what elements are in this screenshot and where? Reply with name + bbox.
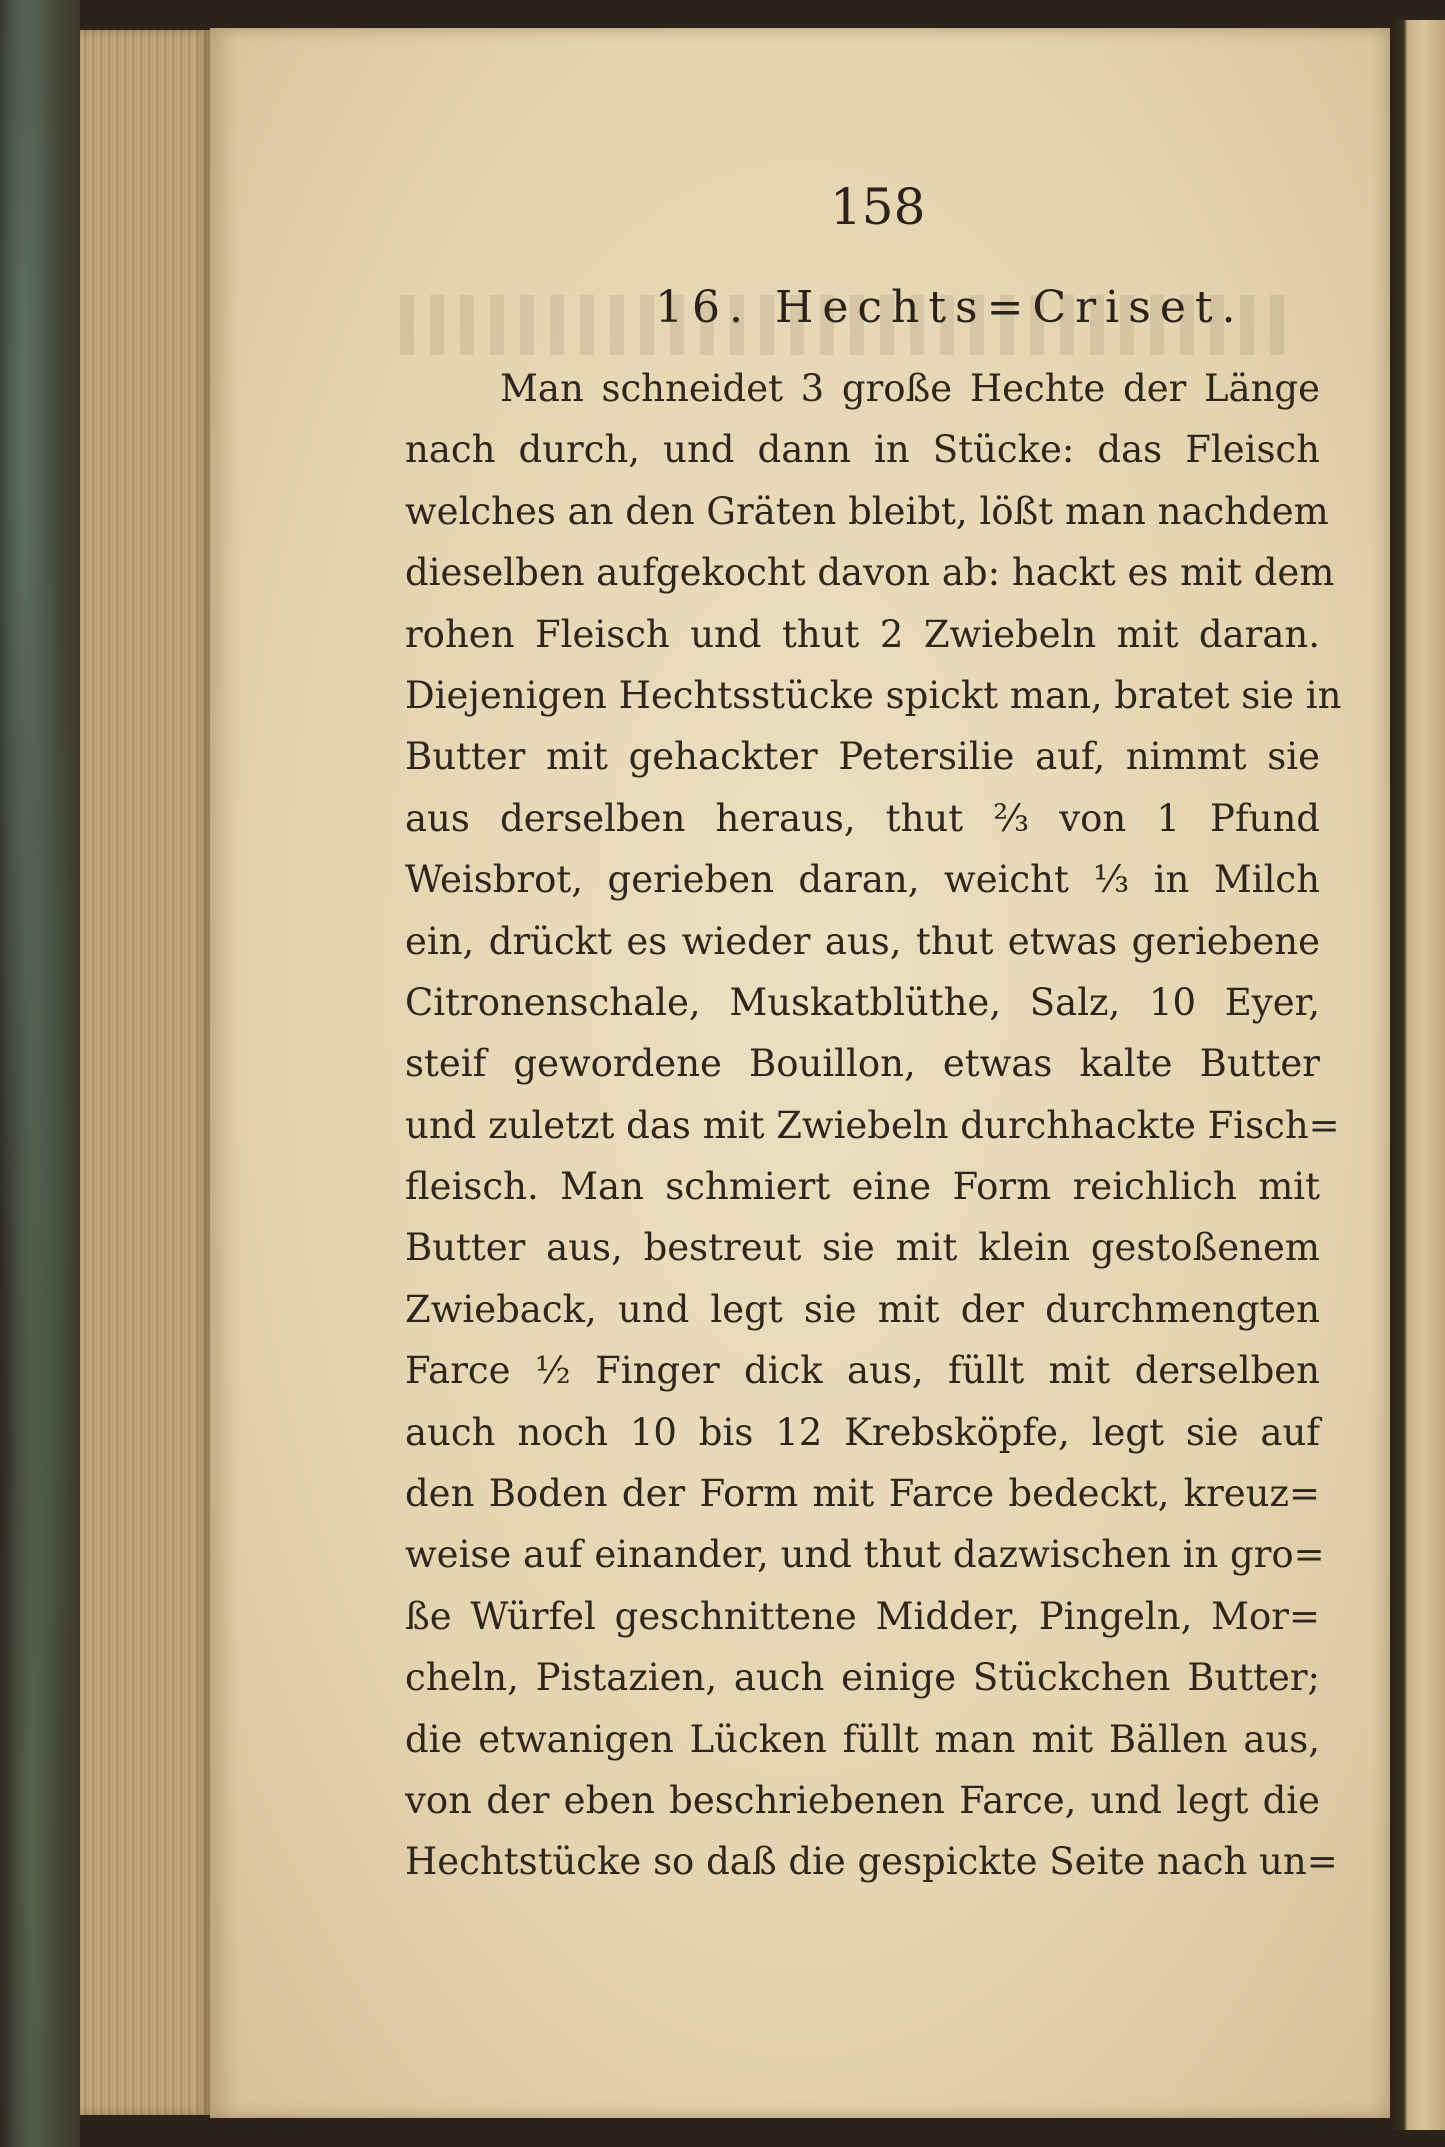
- text-line: und zuletzt das mit Zwiebeln durchhackte Fisch=: [405, 1103, 1340, 1147]
- text-line: aus derselben heraus, thut ⅔ von 1 Pfund: [405, 796, 1320, 840]
- text-line: Citronenschale, Muskatblüthe, Salz, 10 Eyer,: [405, 980, 1320, 1024]
- text-line: dieselben aufgekocht davon ab: hackt es mit dem: [405, 551, 1335, 595]
- text-line: Diejenigen Hechtsstücke spickt man, bratet sie in: [405, 673, 1342, 717]
- recipe-title: 16. Hechts=Criset.: [655, 282, 1245, 333]
- text-line: welches an den Gräten bleibt, lößt man nachdem: [405, 489, 1329, 533]
- text-line: Weisbrot, gerieben daran, weicht ⅓ in Milch: [405, 858, 1320, 902]
- facing-page-edge: [1390, 20, 1445, 2130]
- text-line: fleisch. Man schmiert eine Form reichlich mit: [405, 1165, 1320, 1209]
- text-line: auch noch 10 bis 12 Krebsköpfe, legt sie auf: [405, 1410, 1320, 1454]
- page-number: 158: [830, 178, 926, 236]
- text-line: Butter aus, bestreut sie mit klein gestoßenem: [405, 1226, 1320, 1270]
- text-line: rohen Fleisch und thut 2 Zwiebeln mit daran.: [405, 612, 1320, 656]
- text-line: nach durch, und dann in Stücke: das Fleisch: [405, 428, 1320, 472]
- text-line: von der eben beschriebenen Farce, und legt die: [405, 1778, 1320, 1822]
- marbled-cover: [0, 0, 80, 2147]
- recipe-body: [405, 358, 1342, 1893]
- text-line: weise auf einander, und thut dazwischen in gro=: [405, 1533, 1325, 1577]
- text-line: Farce ½ Finger dick aus, füllt mit derselben: [405, 1349, 1320, 1393]
- text-line: ein, drückt es wieder aus, thut etwas geriebene: [405, 919, 1320, 963]
- text-line: cheln, Pistazien, auch einige Stückchen Butter;: [405, 1656, 1320, 1700]
- page-edges: [80, 30, 210, 2115]
- text-line: Man schneidet 3 große Hechte der Länge: [500, 367, 1320, 410]
- text-line: den Boden der Form mit Farce bedeckt, kreuz=: [405, 1472, 1320, 1516]
- text-line: steif gewordene Bouillon, etwas kalte Butter: [405, 1042, 1320, 1086]
- text-line: Zwieback, und legt sie mit der durchmengten: [405, 1287, 1320, 1331]
- text-line: die etwanigen Lücken füllt man mit Bällen aus,: [405, 1717, 1320, 1761]
- text-line: Butter mit gehackter Petersilie auf, nimmt sie: [405, 735, 1320, 779]
- text-line: ße Würfel geschnittene Midder, Pingeln, Mor=: [405, 1594, 1320, 1638]
- text-line: Hechtstücke so daß die gespickte Seite nach un=: [405, 1840, 1338, 1884]
